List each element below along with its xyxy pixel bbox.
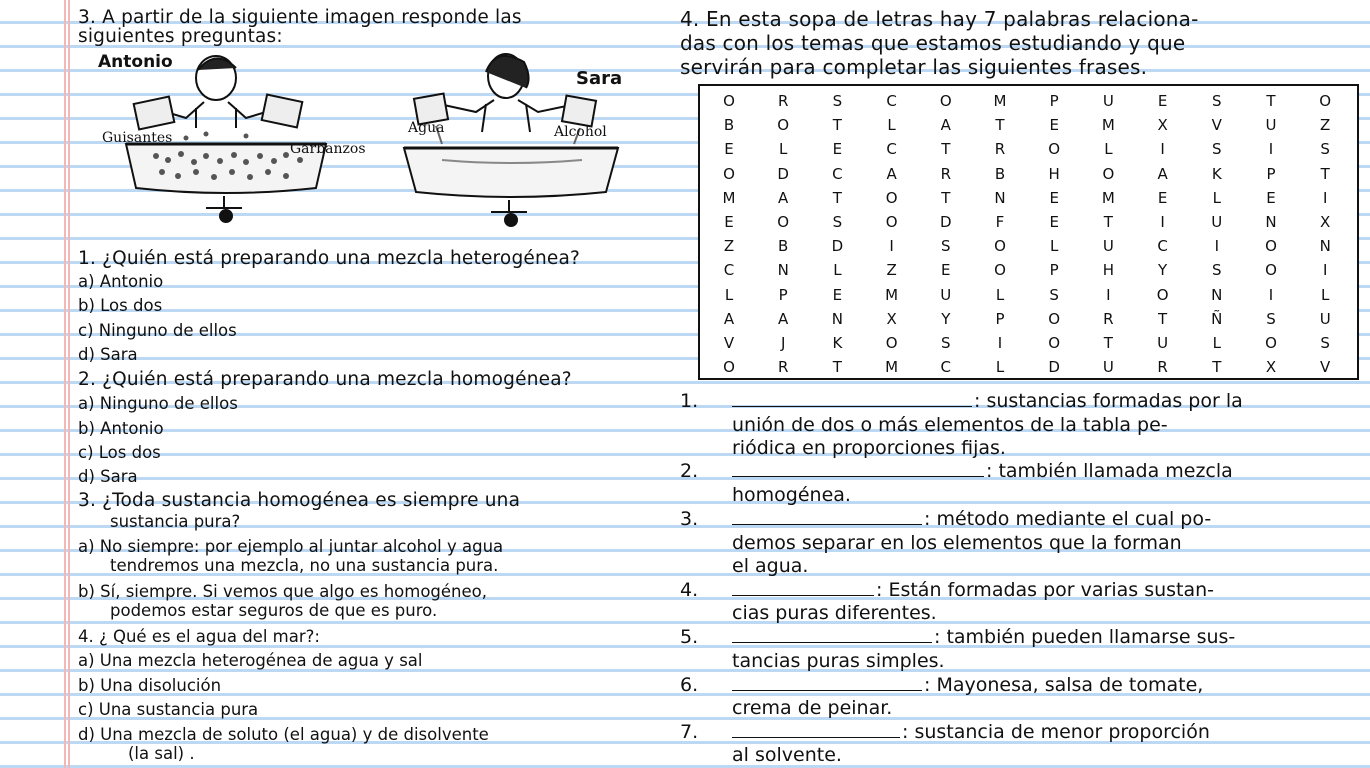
grid-letter: Y — [1158, 261, 1168, 280]
grid-letter: S — [832, 92, 843, 110]
grid-letter: P — [778, 285, 788, 304]
option: b) Los dos — [78, 296, 163, 315]
question-2: 2. ¿Quién está preparando una mezcla homogénea? — [78, 369, 572, 390]
grid-letter: U — [940, 285, 952, 304]
grid-letter: C — [1157, 237, 1168, 256]
item-number: 5. — [680, 626, 699, 648]
grid-letter: N — [994, 188, 1006, 207]
grid-letter: L — [779, 140, 788, 159]
right-header: das con los temas que estamos estudiando y que — [680, 31, 1186, 55]
option: c) Ninguno de ellos — [78, 321, 237, 340]
grid-letter: K — [1211, 164, 1222, 183]
grid-letter: C — [940, 358, 952, 377]
right-header: 4. En esta sopa de letras hay 7 palabras relaciona- — [680, 7, 1199, 31]
grid-letter: Y — [941, 309, 951, 328]
grid-letter: O — [1265, 334, 1277, 352]
grid-letter: Z — [1320, 116, 1331, 135]
grid-letter: U — [1102, 92, 1114, 110]
grid-letter: U — [1265, 116, 1277, 135]
item-text: unión de dos o más elementos de la tabla pe- — [732, 414, 1168, 436]
answer-blank[interactable] — [732, 676, 922, 691]
item-text: cias puras diferentes. — [732, 602, 937, 624]
item-text: : también pueden llamarse sus- — [934, 626, 1236, 648]
answer-blank[interactable] — [732, 510, 922, 525]
grid-letter: M — [1101, 188, 1115, 207]
sara-label: Sara — [576, 68, 623, 89]
item-number: 2. — [680, 460, 699, 482]
option: c) Una sustancia pura — [78, 700, 259, 719]
question-3: sustancia pura? — [110, 512, 241, 531]
grid-letter: M — [885, 358, 899, 377]
grid-letter: P — [1049, 92, 1059, 110]
item-text: : sustancias formadas por la — [974, 390, 1243, 412]
grid-letter: O — [723, 358, 735, 377]
grid-letter: T — [1103, 334, 1113, 352]
option: d) Sara — [78, 467, 138, 486]
option: b) Antonio — [78, 419, 164, 438]
grid-letter: X — [1157, 116, 1168, 135]
grid-letter: N — [1265, 213, 1277, 231]
option: a) Antonio — [78, 272, 164, 291]
grid-letter: L — [833, 261, 842, 280]
grid-letter: Z — [723, 237, 735, 256]
item-number: 6. — [680, 674, 699, 696]
grid-letter: T — [1266, 92, 1276, 110]
grid-letter: E — [1157, 92, 1168, 110]
grid-letter: S — [1049, 285, 1059, 304]
grid-letter: O — [1265, 261, 1277, 280]
grid-letter: O — [885, 213, 898, 231]
grid-letter: E — [1049, 213, 1059, 231]
grid-letter: H — [1048, 164, 1060, 183]
margin-line — [68, 0, 70, 768]
answer-blank[interactable] — [732, 628, 932, 643]
grid-letter: I — [1268, 285, 1274, 304]
grid-letter: S — [1212, 261, 1222, 280]
grid-letter: L — [1104, 140, 1113, 159]
option: b) Sí, siempre. Si vemos que algo es homogéneo, — [78, 582, 487, 601]
grid-letter: E — [724, 213, 734, 231]
grid-letter: V — [1211, 116, 1222, 135]
right-header: servirán para completar las siguientes frases. — [680, 55, 1148, 79]
option: a) Ninguno de ellos — [78, 394, 238, 413]
grid-letter: P — [1266, 164, 1276, 183]
grid-letter: U — [1157, 334, 1169, 352]
grid-letter: E — [941, 261, 951, 280]
grid-letter: O — [885, 334, 898, 352]
grid-letter: A — [886, 164, 897, 183]
grid-letter: S — [1212, 140, 1222, 159]
word-search-grid — [698, 84, 1359, 380]
question-1: 1. ¿Quién está preparando una mezcla heterogénea? — [78, 248, 581, 269]
grid-letter: O — [1048, 334, 1061, 352]
grid-letter: I — [889, 237, 894, 256]
item-number: 3. — [680, 508, 699, 530]
grid-letter: C — [832, 164, 843, 183]
grid-letter: N — [831, 309, 843, 328]
grid-letter: S — [1320, 334, 1330, 352]
grid-letter: I — [1160, 213, 1165, 231]
grid-letter: J — [780, 334, 786, 352]
grid-letter: I — [1322, 261, 1328, 280]
grid-letter: V — [723, 334, 735, 352]
fill-item — [732, 721, 1210, 743]
grid-letter: C — [886, 140, 897, 159]
grid-letter: T — [832, 188, 842, 207]
grid-letter: N — [777, 261, 789, 280]
option: b) Una disolución — [78, 676, 222, 695]
alcohol-label: Alcohol — [554, 124, 607, 140]
grid-letter: S — [1266, 309, 1276, 328]
antonio-label: Antonio — [98, 52, 173, 72]
grid-letter: O — [1156, 285, 1169, 304]
grid-letter: S — [1320, 140, 1330, 159]
fill-item — [732, 390, 1243, 412]
grid-letter: B — [723, 116, 735, 135]
grid-letter: O — [777, 213, 790, 231]
grid-letter: O — [994, 261, 1006, 280]
grid-letter: S — [941, 334, 951, 352]
grid-letter: X — [1265, 358, 1277, 377]
grid-letter: M — [1101, 116, 1115, 135]
fill-item — [732, 626, 1235, 648]
grid-letter: O — [939, 92, 952, 110]
item-number: 1. — [680, 390, 699, 412]
grid-letter: S — [832, 213, 843, 231]
question-4: 4. ¿ Qué es el agua del mar?: — [78, 627, 320, 646]
option: d) Sara — [78, 345, 138, 364]
grid-letter: C — [886, 92, 897, 110]
item-text: al solvente. — [732, 744, 842, 766]
option: a) Una mezcla heterogénea de agua y sal — [78, 651, 423, 670]
agua-label: Agua — [408, 120, 445, 136]
grid-letter: H — [1102, 261, 1115, 280]
grid-letter: P — [995, 309, 1005, 328]
grid-letter: O — [1265, 237, 1277, 256]
grid-letter: I — [1214, 237, 1220, 256]
grid-letter: U — [1211, 213, 1223, 231]
grid-letter: O — [885, 188, 898, 207]
grid-letter: E — [724, 140, 734, 159]
item-text: : método mediante el cual po- — [924, 508, 1212, 530]
fill-item — [732, 579, 1214, 601]
grid-letter: L — [1321, 285, 1330, 304]
grid-letter: T — [1103, 213, 1113, 231]
grid-letter: C — [723, 261, 735, 280]
grid-letter: M — [885, 285, 899, 304]
grid-letter: M — [722, 188, 736, 207]
grid-letter: D — [1048, 358, 1060, 377]
grid-letter: I — [1160, 140, 1165, 159]
grid-letter: A — [723, 309, 735, 328]
fill-item — [732, 674, 1203, 696]
grid-letter: T — [1212, 358, 1222, 377]
grid-letter: E — [1049, 116, 1059, 135]
grid-letter: R — [1103, 309, 1114, 328]
guisantes-label: Guisantes — [102, 130, 173, 146]
grid-letter: N — [1319, 237, 1331, 256]
answer-blank[interactable] — [732, 462, 984, 477]
grid-letter: E — [832, 140, 843, 159]
grid-letter: A — [778, 188, 789, 207]
grid-letter: L — [1050, 237, 1059, 256]
option: d) Una mezcla de soluto (el agua) y de disolvente — [78, 725, 489, 744]
item-text: : también llamada mezcla — [986, 460, 1233, 482]
grid-letter: B — [778, 237, 789, 256]
option: (la sal) . — [128, 744, 195, 763]
option: podemos estar seguros de que es puro. — [110, 601, 438, 620]
grid-letter: L — [995, 358, 1005, 377]
grid-letter: R — [1157, 358, 1168, 377]
grid-letter: M — [993, 92, 1007, 110]
grid-letter: E — [1266, 188, 1276, 207]
grid-letter: O — [723, 164, 735, 183]
grid-letter: S — [941, 237, 951, 256]
option: c) Los dos — [78, 443, 161, 462]
grid-letter: T — [1158, 309, 1168, 328]
grid-letter: P — [1049, 261, 1059, 280]
grid-letter: I — [1268, 140, 1274, 159]
left-header: siguientes preguntas: — [78, 26, 283, 47]
grid-letter: O — [1048, 140, 1061, 159]
grid-letter: L — [887, 116, 896, 135]
answer-blank[interactable] — [732, 392, 972, 407]
grid-letter: K — [832, 334, 843, 352]
grid-letter: O — [1048, 309, 1061, 328]
item-text: : Mayonesa, salsa de tomate, — [924, 674, 1204, 696]
item-text: : sustancia de menor proporción — [902, 721, 1210, 743]
grid-letter: V — [1320, 358, 1331, 377]
grid-letter: E — [1049, 188, 1059, 207]
grid-letter: U — [1319, 309, 1331, 328]
grid-letter: I — [1106, 285, 1111, 304]
grid-letter: E — [832, 285, 843, 304]
grid-letter: U — [1102, 358, 1114, 377]
grid-letter: R — [994, 140, 1006, 159]
grid-letter: N — [1211, 285, 1223, 304]
grid-letter: I — [1322, 188, 1328, 207]
grid-letter: L — [724, 285, 734, 304]
item-text: homogénea. — [732, 484, 851, 506]
item-text: : Están formadas por varias sustan- — [876, 579, 1215, 601]
grid-letter: T — [941, 188, 951, 207]
option: a) No siempre: por ejemplo al juntar alcohol y agua — [78, 537, 504, 556]
grid-letter: I — [997, 334, 1003, 352]
grid-letter: O — [777, 116, 790, 135]
item-text: tancias puras simples. — [732, 650, 945, 672]
grid-letter: D — [831, 237, 844, 256]
item-text: riódica en proporciones fijas. — [732, 437, 1006, 459]
fill-item — [732, 460, 1233, 482]
option: tendremos una mezcla, no una sustancia pura. — [110, 556, 499, 575]
grid-letter: U — [1102, 237, 1114, 256]
grid-letter: L — [995, 285, 1005, 304]
grid-letter: T — [832, 358, 842, 377]
item-number: 7. — [680, 721, 699, 743]
grid-letter: R — [777, 358, 789, 377]
grid-letter: Ñ — [1211, 309, 1223, 328]
grid-letter: L — [1212, 188, 1221, 207]
left-header: 3. A partir de la siguiente imagen responde las — [78, 7, 522, 28]
grid-letter: A — [1157, 164, 1168, 183]
answer-blank[interactable] — [732, 581, 874, 596]
garbanzos-label: Garbanzos — [290, 141, 366, 157]
grid-letter: T — [1320, 164, 1330, 183]
fill-item — [732, 508, 1211, 530]
grid-letter: R — [940, 164, 952, 183]
grid-letter: Z — [886, 261, 897, 280]
grid-letter: O — [1319, 92, 1332, 110]
item-text: crema de peinar. — [732, 697, 893, 719]
grid-letter: O — [994, 237, 1006, 256]
grid-letter: O — [1102, 164, 1115, 183]
mixture-illustration — [86, 48, 640, 244]
grid-letter: S — [1212, 92, 1222, 110]
grid-letter: R — [777, 92, 789, 110]
margin-line — [64, 0, 66, 768]
grid-letter: L — [1212, 334, 1221, 352]
grid-letter: T — [832, 116, 842, 135]
answer-blank[interactable] — [732, 723, 900, 738]
grid-letter: D — [777, 164, 789, 183]
item-text: el agua. — [732, 555, 809, 577]
grid-letter: A — [940, 116, 951, 135]
item-text: demos separar en los elementos que la forman — [732, 532, 1182, 554]
question-3: 3. ¿Toda sustancia homogénea es siempre una — [78, 490, 521, 511]
grid-letter: X — [886, 309, 897, 328]
grid-letter: B — [994, 164, 1006, 183]
grid-letter: T — [995, 116, 1005, 135]
grid-letter: E — [1157, 188, 1168, 207]
grid-letter: T — [941, 140, 951, 159]
grid-letter: X — [1320, 213, 1331, 231]
grid-letter: A — [778, 309, 789, 328]
grid-letter: D — [940, 213, 952, 231]
grid-letter: O — [723, 92, 735, 110]
item-number: 4. — [680, 579, 699, 601]
grid-letter: F — [995, 213, 1005, 231]
